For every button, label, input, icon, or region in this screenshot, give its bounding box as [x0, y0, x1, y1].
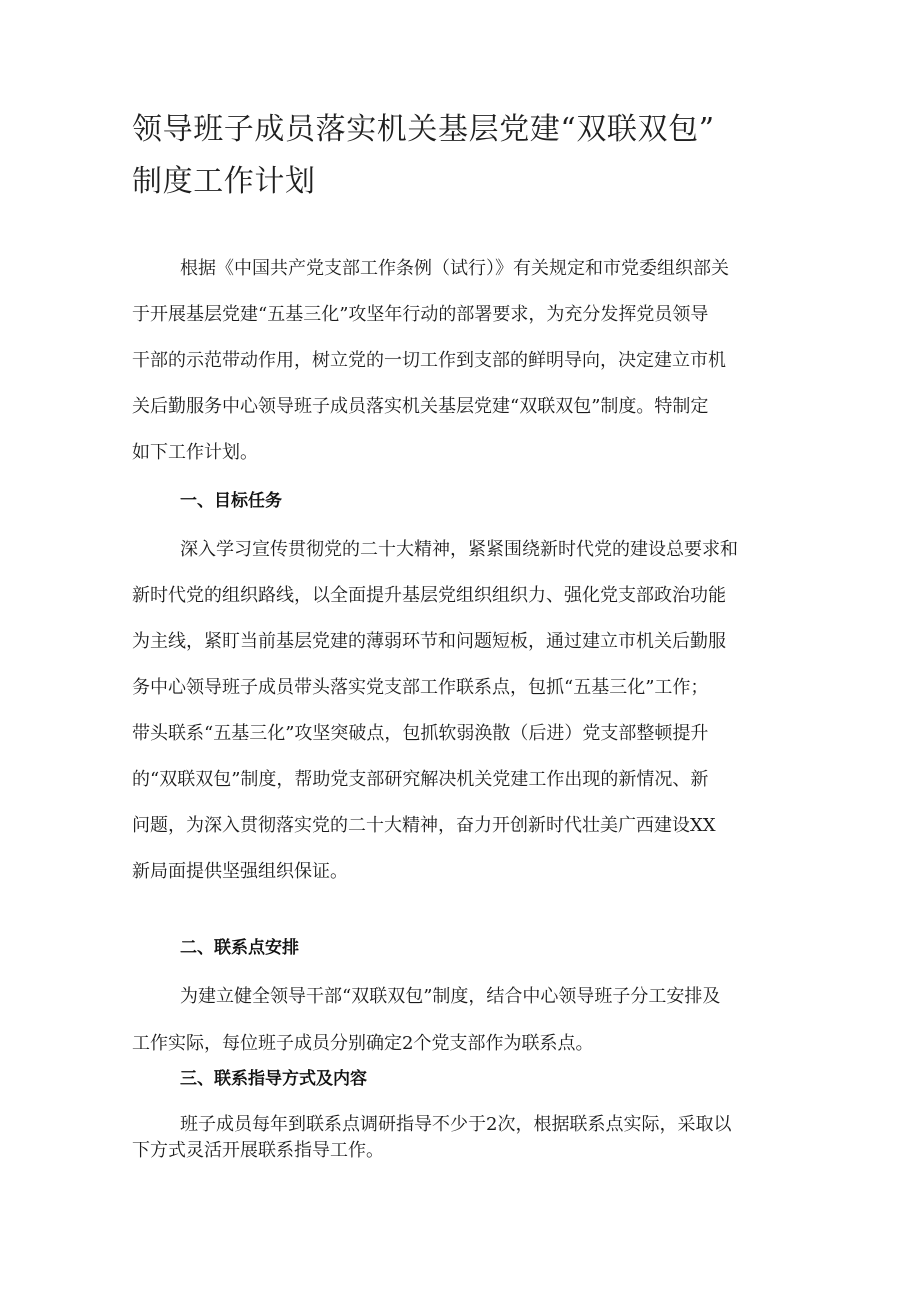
section2-line-2: 工作实际，每位班子成员分别确定2个党支部作为联系点。 [132, 1033, 594, 1054]
section-heading-guidance: 三、联系指导方式及内容 [180, 1069, 367, 1089]
document-title [132, 104, 822, 208]
intro-line-5: 如下工作计划。 [132, 442, 258, 463]
title-line-2: 制度工作计划 [132, 164, 316, 199]
section2-line-1: 为建立健全领导干部“双联双包”制度，结合中心领导班子分工安排及 [180, 986, 721, 1007]
section1-line-8: 新局面提供坚强组织保证。 [132, 861, 348, 882]
intro-line-2: 于开展基层党建“五基三化”攻坚年行动的部署要求，为充分发挥党员领导 [132, 304, 709, 325]
section1-line-6: 的“双联双包”制度，帮助党支部研究解决机关党建工作出现的新情况、新 [132, 769, 709, 790]
section-heading-contact-points: 二、联系点安排 [180, 938, 299, 958]
section1-line-3: 为主线，紧盯当前基层党建的薄弱环节和问题短板，通过建立市机关后勤服 [132, 631, 726, 652]
intro-line-4: 关后勤服务中心领导班子成员落实机关基层党建“双联双包”制度。特制定 [132, 396, 709, 417]
section1-line-2: 新时代党的组织路线，以全面提升基层党组织组织力、强化党支部政治功能 [132, 585, 726, 606]
section1-line-5: 带头联系“五基三化”攻坚突破点，包抓软弱涣散（后进）党支部整顿提升 [132, 723, 709, 744]
section1-line-4: 务中心领导班子成员带头落实党支部工作联系点，包抓“五基三化”工作； [132, 677, 709, 698]
section3-line-2: 下方式灵活开展联系指导工作。 [132, 1140, 384, 1161]
intro-line-1: 根据《中国共产党支部工作条例（试行）》有关规定和市党委组织部关 [180, 258, 729, 279]
title-line-1: 领导班子成员落实机关基层党建“双联双包” [132, 112, 715, 147]
section1-line-7: 问题，为深入贯彻落实党的二十大精神，奋力开创新时代壮美广西建设XX [132, 815, 716, 836]
intro-line-3: 干部的示范带动作用，树立党的一切工作到支部的鲜明导向，决定建立市机 [132, 350, 726, 371]
section3-line-1: 班子成员每年到联系点调研指导不少于2次，根据联系点实际，采取以 [180, 1114, 732, 1135]
section-heading-goals: 一、目标任务 [180, 491, 282, 511]
section1-line-1: 深入学习宣传贯彻党的二十大精神，紧紧围绕新时代党的建设总要求和 [180, 539, 738, 560]
